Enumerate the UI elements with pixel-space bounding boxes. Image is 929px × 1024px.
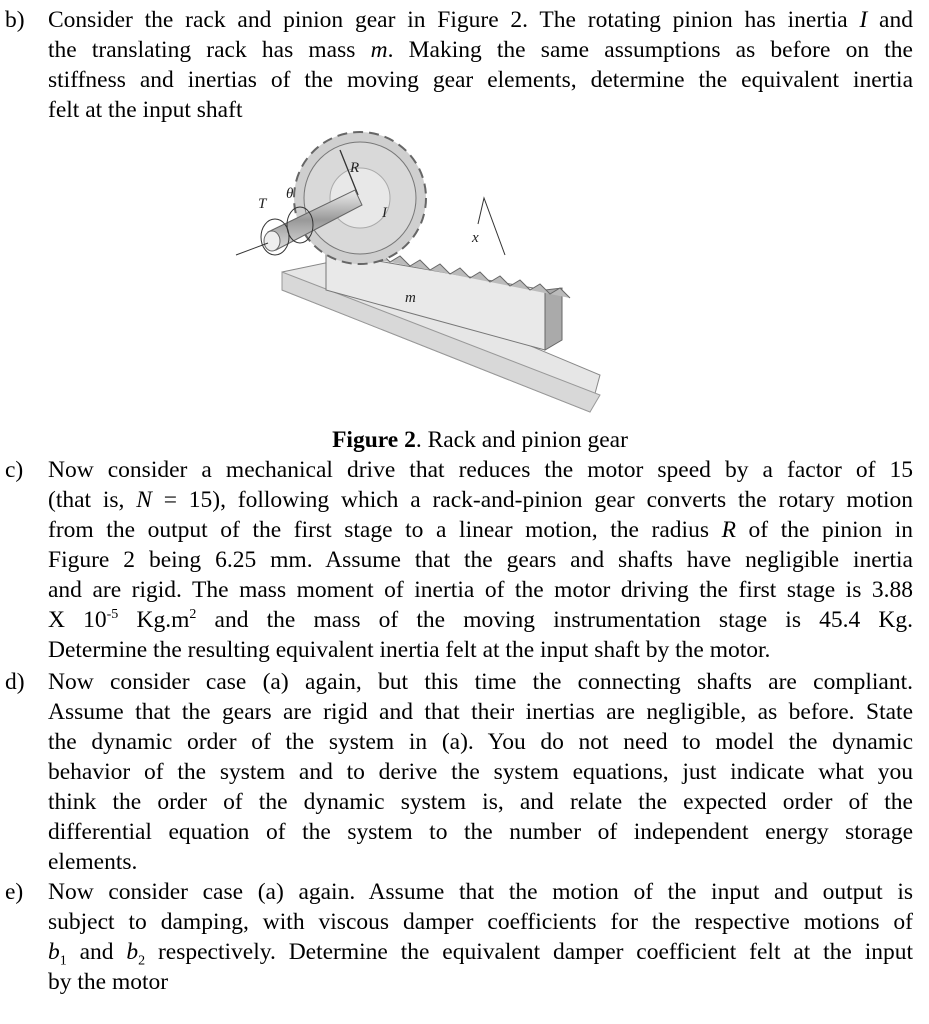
text-line: Now consider case (a) again, but this time the connecting shafts are compliant. [48, 669, 913, 695]
text-line: elements. [48, 849, 138, 875]
radius-label: R [350, 160, 360, 176]
caption-title: Figure 2 [332, 427, 416, 453]
text-line: $b_1$ and $b_2$ respectively. Determine the equivalent damper coefficient felt at the input [48, 939, 913, 969]
text-line: by the motor [48, 969, 169, 995]
question-text [48, 455, 913, 665]
text-line: from the output of the first stage to a linear motion, the radius R of the pinion in [48, 517, 913, 543]
mass-label: m [405, 290, 416, 306]
question-label: d) [5, 669, 25, 695]
text-line: Now consider case (a) again. Assume that the motion of the input and output is [48, 879, 913, 905]
text-line: and are rigid. The mass moment of inertia of the motor driving the first stage is 3.88 [48, 577, 913, 603]
question-label: c) [5, 457, 24, 483]
displacement-label: x [472, 230, 479, 246]
text-line: the dynamic order of the system in (a). You do not need to model the dynamic [48, 729, 913, 755]
text-line: behavior of the system and to derive the system equations, just indicate what you [48, 759, 913, 785]
text-line: Figure 2 being 6.25 mm. Assume that the gears and shafts have negligible inertia [48, 547, 913, 573]
text-line: X $10^{-5}$ $Kg.m^2$ and the mass of the moving instrumentation stage is 45.4 Kg. [48, 607, 914, 633]
caption-text: . Rack and pinion gear [415, 427, 628, 453]
text-line: (that is, N = 15), following which a rack-and-pinion gear converts the rotary motion [48, 487, 913, 513]
torque-label: T [258, 196, 267, 212]
text-line: Now consider a mechanical drive that reduces the motor speed by a factor of 15 [48, 457, 913, 483]
text-line: Determine the resulting equivalent inertia felt at the input shaft by the motor. [48, 637, 771, 663]
text-line: stiffness and inertias of the moving gear elements, determine the equivalent inertia [48, 67, 913, 93]
text-line: felt at the input shaft [48, 97, 243, 123]
question-label: e) [5, 879, 24, 905]
inertia-label: I [382, 205, 387, 221]
text-line: think the order of the dynamic system is, and relate the expected order of the [48, 789, 913, 815]
text-line: Assume that the gears are rigid and that their inertias are negligible, as before. State [48, 699, 913, 725]
text-line: the translating rack has mass m. Making the same assumptions as before on the [48, 37, 913, 63]
question-label: b) [5, 7, 25, 33]
angle-label: θ [286, 186, 294, 202]
question-text [48, 5, 913, 125]
text-line: differential equation of the system to the number of independent energy storage [48, 819, 913, 845]
text-line: subject to damping, with viscous damper coefficients for the respective motions of [48, 909, 913, 935]
question-text [48, 877, 913, 997]
question-text [48, 667, 913, 877]
figure-caption [0, 425, 929, 455]
rack-pinion-figure [0, 118, 929, 418]
text-line: Consider the rack and pinion gear in Figure 2. The rotating pinion has inertia I and [48, 7, 913, 33]
